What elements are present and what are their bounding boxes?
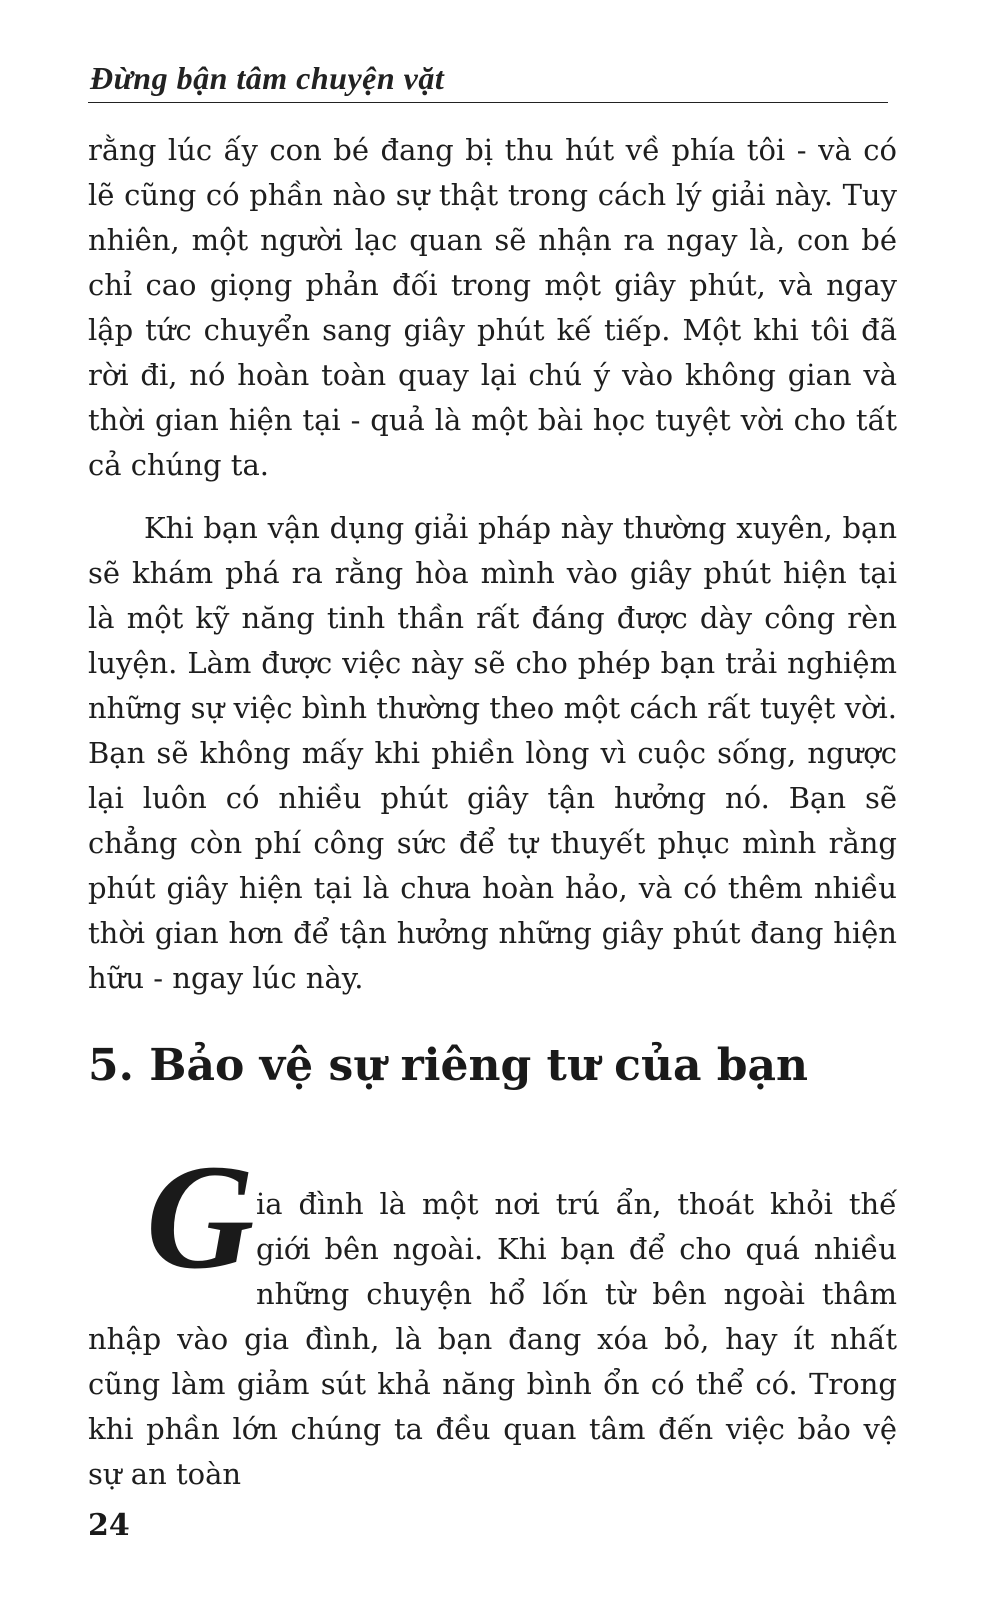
body-paragraph-1: rằng lúc ấy con bé đang bị thu hút về phía tôi - và có lẽ cũng có phần nào sự thật trong cách lý giải này. Tuy nhiên, một người lạc quan sẽ nhận ra ngay là, con bé chỉ cao giọng phản đối trong một giây phút, và ngay lập tức chuyển sang giây phút kế tiếp. Một khi tôi đã rời đi, nó hoàn toàn quay lại chú ý vào không gian và thời gian hiện tại - quả là một bài học tuyệt vời cho tất cả chúng ta. [88, 133, 897, 482]
body-paragraph-2: Khi bạn vận dụng giải pháp này thường xuyên, bạn sẽ khám phá ra rằng hòa mình vào giây phút hiện tại là một kỹ năng tinh thần rất đáng được dày công rèn luyện. Làm được việc này sẽ cho phép bạn trải nghiệm những sự việc bình thường theo một cách rất tuyệt vời. Bạn sẽ không mấy khi phiền lòng vì cuộc sống, ngược lại luôn có nhiều phút giây tận hưởng nó. Bạn sẽ chẳng còn phí công sức để tự thuyết phục mình rằng phút giây hiện tại là chưa hoàn hảo, và có thêm nhiều thời gian hơn để tận hưởng những giây phút đang hiện hữu - ngay lúc này. [88, 511, 897, 995]
section-heading: 5. Bảo vệ sự riêng tư của bạn [88, 1040, 809, 1091]
drop-cap-letter: G [146, 1134, 255, 1300]
running-header [88, 58, 888, 103]
running-title: Đừng bận tâm chuyện vặt [90, 60, 445, 96]
section-paragraph-text: ia đình là một nơi trú ẩn, thoát khỏi thế giới bên ngoài. Khi bạn để cho quá nhiều những chuyện hổ lốn từ bên ngoài thâm nhập vào gia đình, là bạn đang xóa bỏ, hay ít nhất cũng làm giảm sút khả năng bình ổn có thể có. Trong khi phần lớn chúng ta đều quan tâm đến việc bảo vệ sự an toàn [88, 1187, 897, 1491]
section-opening-paragraph [88, 1134, 897, 1497]
drop-cap [88, 1134, 255, 1300]
page-number: 24 [88, 1508, 130, 1543]
